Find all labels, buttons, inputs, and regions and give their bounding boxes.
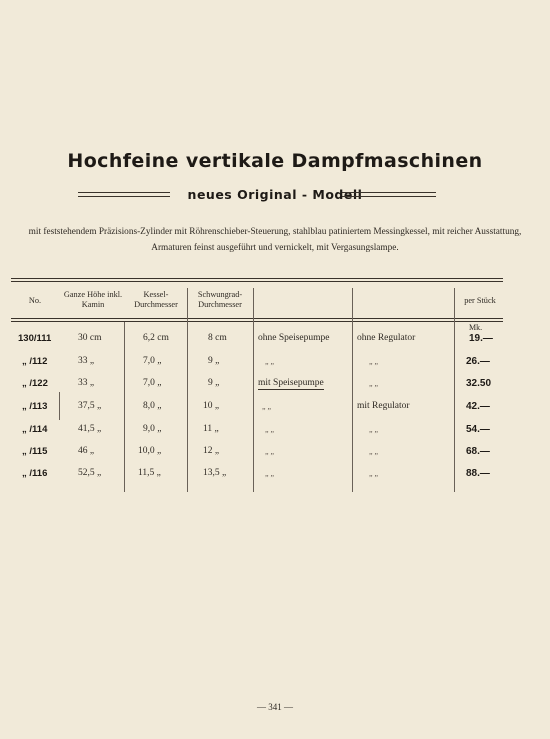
header-bottom-rule-2 <box>11 321 503 322</box>
row-2-no: „ /112 <box>22 356 48 367</box>
column-divider <box>124 322 125 492</box>
header-flywheel: Schwungrad- Durchmesser <box>197 290 243 309</box>
row-1-height: 30 cm <box>78 333 102 343</box>
row-1-price: 19.— <box>469 333 493 344</box>
row-5-price: 54.— <box>466 424 490 435</box>
row-3-no: „ /122 <box>22 378 48 389</box>
header-no: No. <box>28 296 42 305</box>
row-5-pump: „ „ <box>265 425 275 434</box>
row-5-regulator: „ „ <box>369 425 379 434</box>
page-title: Hochfeine vertikale Dampfmaschinen <box>67 150 483 172</box>
row-2-regulator: „ „ <box>369 357 379 366</box>
header-boiler: Kessel- Durchmesser <box>134 290 178 309</box>
column-divider <box>187 288 188 492</box>
subtitle: neues Original - Modell <box>187 187 363 202</box>
row-7-flywheel: 13,5 „ <box>203 468 227 478</box>
row-3-flywheel: 9 „ <box>208 378 220 388</box>
row-2-flywheel: 9 „ <box>208 356 220 366</box>
row-4-regulator: mit Regulator <box>357 401 410 411</box>
column-divider <box>454 288 455 492</box>
double-rule-right <box>342 192 436 197</box>
row-5-boiler: 9,0 „ <box>143 424 162 434</box>
row-6-pump: „ „ <box>265 447 275 456</box>
row-7-no: „ /116 <box>22 468 48 479</box>
row-6-flywheel: 12 „ <box>203 446 220 456</box>
row-5-height: 41,5 „ <box>78 424 102 434</box>
row-4-pump: „ „ <box>262 402 272 411</box>
row-2-price: 26.— <box>466 356 490 367</box>
row-2-height: 33 „ <box>78 356 95 366</box>
row-6-boiler: 10,0 „ <box>138 446 162 456</box>
row-7-height: 52,5 „ <box>78 468 102 478</box>
header-bottom-rule <box>11 318 503 319</box>
row-5-no: „ /114 <box>22 424 48 435</box>
row-4-price: 42.— <box>466 401 490 412</box>
description: mit feststehendem Präzisions-Zylinder mit Röhrenschieber-Steuerung, stahlblau patiniertem Messingkessel, mit reicher Ausstattung, Armaturen feinst ausgeführt und vernickelt, mit Vergasungslampe. <box>28 227 522 253</box>
row-1-no: 130/111 <box>18 333 52 344</box>
subtitle-row <box>0 187 550 203</box>
row-6-price: 68.— <box>466 446 490 457</box>
column-divider <box>59 392 60 420</box>
row-7-regulator: „ „ <box>369 469 379 478</box>
row-6-regulator: „ „ <box>369 447 379 456</box>
column-divider <box>352 288 353 492</box>
row-7-price: 88.— <box>466 468 490 479</box>
column-divider <box>253 288 254 492</box>
row-3-price: 32.50 <box>466 378 492 389</box>
row-6-no: „ /115 <box>22 446 48 457</box>
row-3-boiler: 7,0 „ <box>143 378 162 388</box>
header-price: per Stück <box>464 296 496 305</box>
row-4-flywheel: 10 „ <box>203 401 220 411</box>
row-3-height: 33 „ <box>78 378 95 388</box>
table-top-rule <box>11 278 503 279</box>
header-height: Ganze Höhe inkl. Kamin <box>63 290 123 309</box>
row-1-flywheel: 8 cm <box>208 333 227 343</box>
row-1-boiler: 6,2 cm <box>143 333 169 343</box>
page-number: — 341 — <box>257 702 293 712</box>
row-5-flywheel: 11 „ <box>203 424 219 434</box>
row-4-no: „ /113 <box>22 401 48 412</box>
row-3-pump: mit Speisepumpe <box>258 378 324 388</box>
row-1-regulator: ohne Regulator <box>357 333 416 343</box>
row-2-boiler: 7,0 „ <box>143 356 162 366</box>
row-7-boiler: 11,5 „ <box>138 468 161 478</box>
row-4-height: 37,5 „ <box>78 401 102 411</box>
row-6-height: 46 „ <box>78 446 95 456</box>
row-4-boiler: 8,0 „ <box>143 401 162 411</box>
table-top-rule-2 <box>11 281 503 282</box>
row-1-pump: ohne Speisepumpe <box>258 333 330 343</box>
row-2-pump: „ „ <box>265 357 275 366</box>
row-7-pump: „ „ <box>265 469 275 478</box>
currency-label: Mk. <box>469 323 483 332</box>
row-3-regulator: „ „ <box>369 379 379 388</box>
